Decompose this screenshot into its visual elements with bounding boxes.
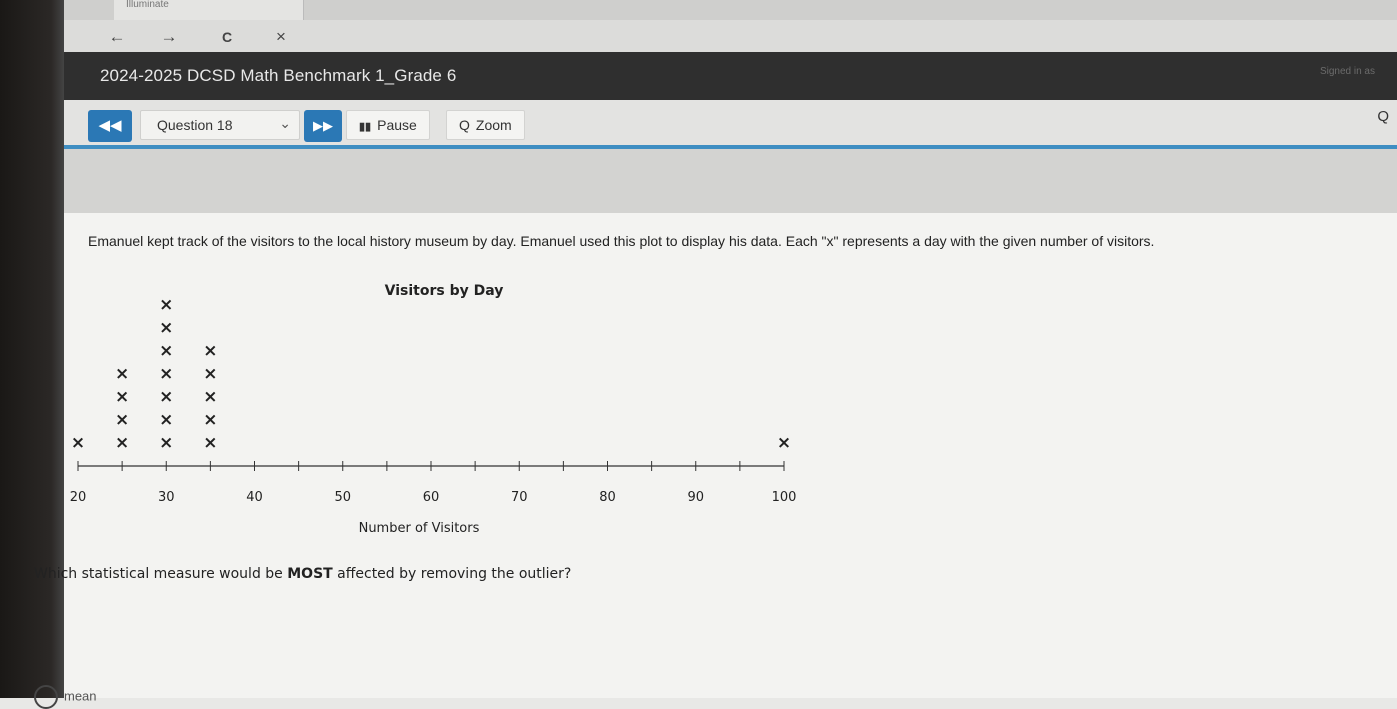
question-prompt: Emanuel kept track of the visitors to the local history museum by day. Emanuel used this plot to display his data. Each "x" represents a day with the given number of visitors.	[88, 233, 1155, 249]
data-mark: ×	[203, 387, 218, 407]
close-icon[interactable]: ×	[276, 27, 286, 46]
data-mark: ×	[115, 410, 130, 430]
signed-in-label: Signed in as	[1319, 66, 1375, 77]
answer-choice-a[interactable]	[34, 685, 97, 709]
x-tick-label: 40	[246, 490, 263, 505]
data-mark: ×	[115, 387, 130, 407]
data-mark: ×	[159, 364, 174, 384]
x-tick-label: 80	[599, 490, 616, 505]
next-question-button[interactable]: ▶▶	[304, 110, 342, 142]
question-select-label: Question 18	[157, 117, 233, 133]
data-mark: ×	[159, 433, 174, 453]
question-stem	[34, 566, 571, 582]
pause-icon: ▮▮	[359, 121, 372, 133]
back-arrow-icon[interactable]: ←	[108, 27, 126, 46]
reload-icon[interactable]: C	[221, 29, 233, 45]
zoom-label: Zoom	[475, 117, 512, 133]
zoom-button[interactable]	[446, 110, 525, 140]
x-tick-label: 50	[334, 490, 352, 505]
data-mark: ×	[203, 341, 218, 361]
test-title-bar	[64, 52, 1397, 100]
zoom-icon: Q	[459, 117, 470, 133]
x-tick-label: 90	[687, 490, 705, 505]
x-tick-label: 70	[510, 490, 528, 505]
data-mark: ×	[115, 364, 130, 384]
pause-label: Pause	[377, 117, 417, 133]
data-mark: ×	[203, 364, 218, 384]
question-content	[34, 213, 1397, 704]
pause-button[interactable]	[346, 110, 430, 140]
screen-bezel	[0, 0, 64, 698]
x-tick-label: 100	[771, 490, 797, 505]
data-mark: ×	[203, 433, 218, 453]
data-mark: ×	[159, 295, 174, 315]
data-mark: ×	[159, 318, 174, 338]
x-tick-label: 20	[69, 490, 87, 505]
search-icon[interactable]: Q	[1377, 108, 1389, 125]
dot-plot	[64, 213, 1397, 698]
question-header-band	[64, 149, 1397, 213]
data-mark: ×	[159, 387, 174, 407]
radio-button[interactable]	[34, 685, 58, 709]
chart-title: Visitors by Day	[384, 283, 504, 299]
previous-question-button[interactable]: ◀◀	[88, 110, 132, 142]
data-mark: ×	[776, 433, 792, 453]
x-tick-label: 30	[157, 490, 175, 505]
question-select[interactable]	[140, 110, 300, 140]
question-toolbar	[64, 100, 1397, 146]
x-axis-label: Number of Visitors	[358, 521, 480, 536]
browser-tab[interactable]: Illuminate	[114, 0, 304, 20]
tab-strip	[64, 0, 1397, 20]
data-mark: ×	[203, 410, 218, 430]
question-stem-emphasis: MOST	[287, 566, 333, 582]
question-stem-end: affected by removing the outlier?	[332, 566, 572, 582]
data-mark: ×	[70, 433, 86, 453]
forward-arrow-icon[interactable]: →	[160, 27, 178, 46]
answer-choice-a-label: mean	[64, 688, 97, 704]
data-mark: ×	[159, 410, 174, 430]
chevron-down-icon: ⌄	[279, 115, 291, 131]
data-mark: ×	[115, 433, 130, 453]
x-tick-label: 60	[422, 490, 440, 505]
question-stem-start: Which statistical measure would be	[34, 566, 288, 582]
test-title: 2024-2025 DCSD Math Benchmark 1_Grade 6	[100, 66, 457, 85]
data-mark: ×	[159, 341, 174, 361]
